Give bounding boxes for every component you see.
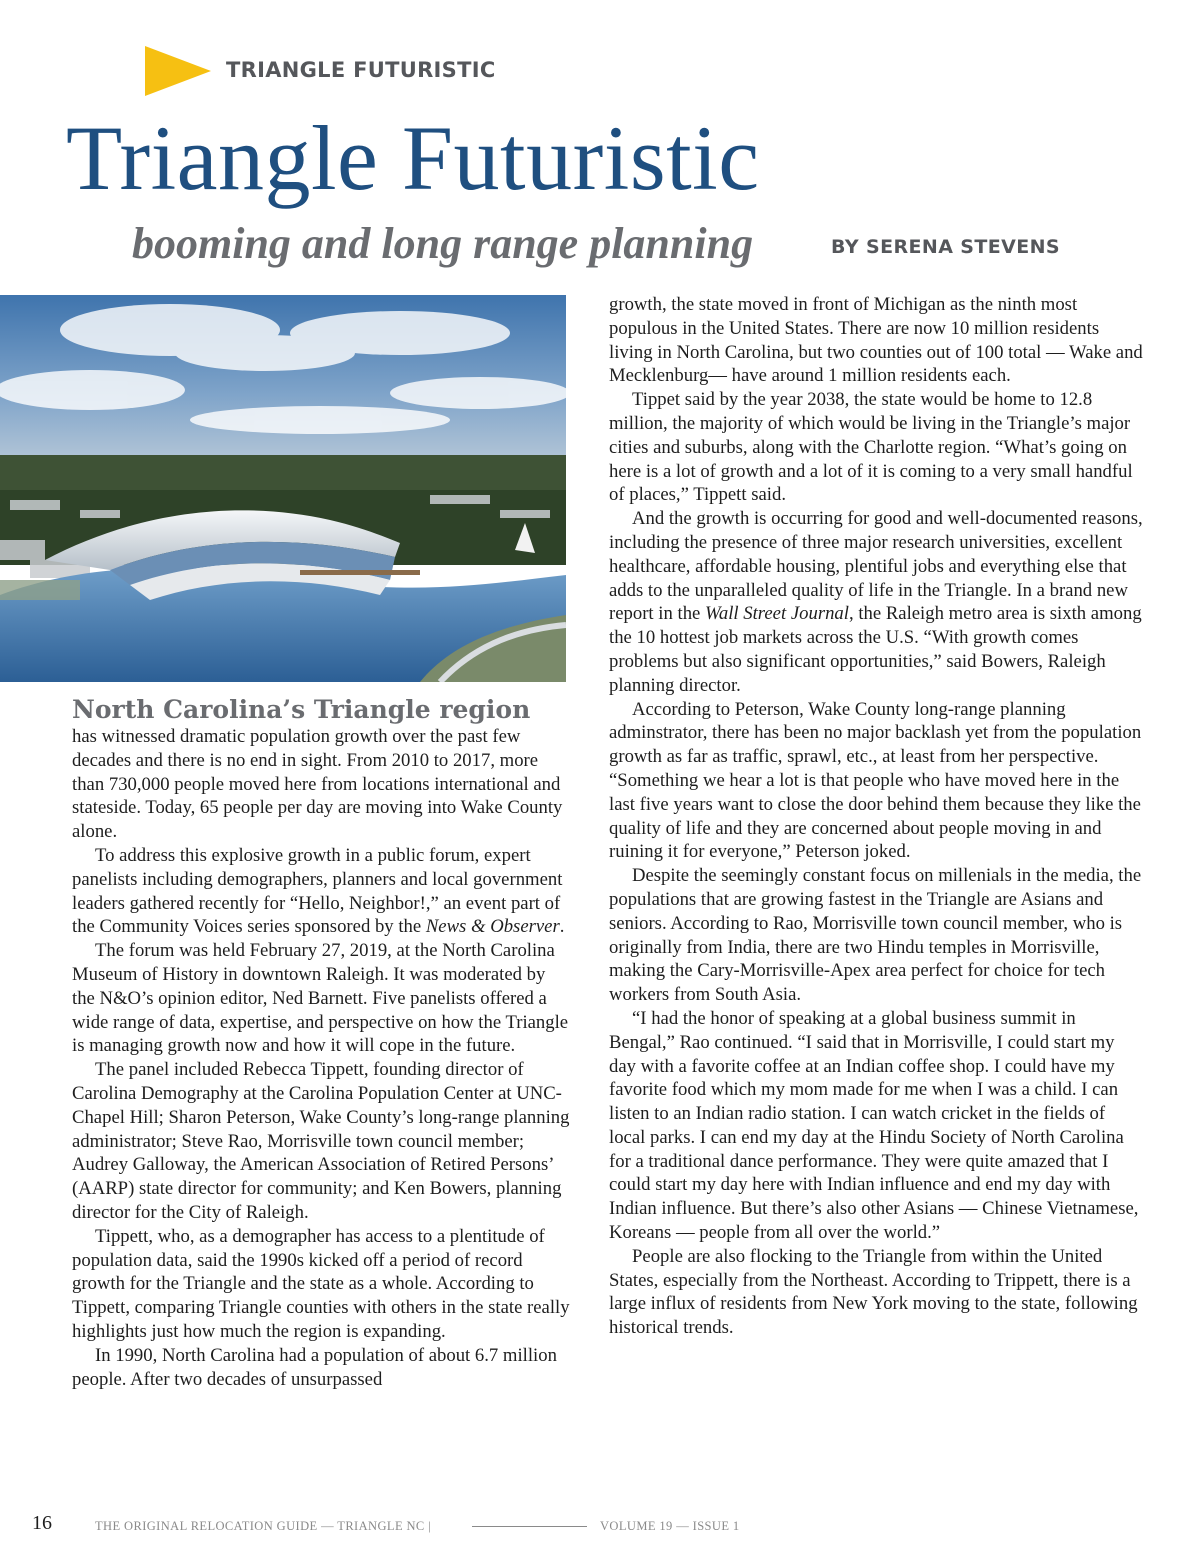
pier [300, 570, 420, 575]
byline: BY SERENA STEVENS [831, 236, 1061, 258]
page-footer [0, 1510, 1200, 1540]
paragraph: Tippet said by the year 2038, the state would be home to 12.8 million, the majority of which would be living in the Triangle’s major cities and suburbs, along with the Charlotte region. “What’s going on here is a lot of growth and a lot of it is coming to a very small handful of places,” Tippett said. [609, 389, 1133, 506]
article-column-left [72, 695, 572, 1391]
paragraph: growth, the state moved in front of Michigan as the ninth most populous in the United States. There are now 10 million residents living in North Carolina, but two counties out of 100 total — Wake and Mecklenburg— have around 1 million residents each. [609, 294, 1143, 387]
paragraph: “I had the honor of speaking at a global business summit in Bengal,” Rao continued. “I said that in Morrisville, I could start my day with a favorite coffee at an Indian coffee shop. I could have my favorite food which my mom made for me when I was a child. I can listen to an Indian radio station. I can watch cricket in the fields of local parks. I can end my day at the Hindu Society of North Carolina for a traditional dance performance. They were quite amazed that I could start my day here with Indian influence and end my day with Indian influence. But there’s also other Asians — Chinese Vietnamese, Koreans — people from all over the world.” [609, 1007, 1139, 1244]
architectural-rendering-image [0, 295, 566, 682]
paragraph: Despite the seemingly constant focus on millenials in the media, the populations that are growing fastest in the Triangle are Asians and seniors. According to Rao, Morrisville town council member, who is originally from India, there are two Hindu temples in Morrisville, making the Cary-Morrisville-Apex area perfect for choice for tech workers from South Asia. [609, 865, 1142, 1006]
paragraph: Tippett, who, as a demographer has access to a plentitude of population data, said the 1990s kicked off a period of record growth for the Triangle and the state as a whole. According to Tippett, comparing Triangle counties with others in the state really highlights just how much the region is expanding. [72, 1225, 570, 1342]
paragraph: The panel included Rebecca Tippett, founding director of Carolina Demography at the Carolina Population Center at UNC-Chapel Hill; Sharon Peterson, Wake County’s long-range planning administrator; Steve Rao, Morrisville town council member; Audrey Galloway, the American Association of Retired Persons’ (AARP) state director for community; and Ken Bowers, planning director for the City of Raleigh. [72, 1059, 570, 1223]
subtitle: booming and long range planning [132, 219, 754, 268]
publication-name: News & Observer [425, 916, 560, 938]
paragraph: has witnessed dramatic population growth over the past few decades and there is no end in sight. From 2010 to 2017, more than 730,000 people moved here from locations international and stateside. Today, 65 people per day are moving into Wake County alone. [72, 726, 563, 843]
section-flag-icon [145, 46, 211, 96]
left-plaza [0, 580, 80, 600]
page-number: 16 [32, 1512, 52, 1534]
section-label: TRIANGLE FUTURISTIC [226, 58, 496, 82]
volume-issue: VOLUME 19 — ISSUE 1 [600, 1519, 740, 1533]
page-title: Triangle Futuristic [66, 107, 760, 209]
paragraph: And the growth is occurring for good and well-documented reasons, including the presence of three major research universities, excellent healthcare, affordable housing, plentiful jobs and everything else that adds to the unparalleled quality of life in the Triangle. In a brand new report in the Wall Street Journal, the Raleigh metro area is sixth among the 10 hottest job markets across the U.S. “With growth comes problems but also significant opportunities,” said Bowers, Raleigh planning director. [609, 508, 1143, 696]
paragraph: People are also flocking to the Triangle from within the United States, especially from the Northeast. According to Trippett, there is a large influx of residents from New York moving to the state, following historical trends. [609, 1245, 1138, 1339]
footer-divider [472, 1526, 587, 1527]
article-column-right [609, 293, 1144, 1340]
paragraph: In 1990, North Carolina had a population of about 6.7 million people. After two decades of unsurpassed [72, 1344, 557, 1390]
paragraph: The forum was held February 27, 2019, at the North Carolina Museum of History in downtown Raleigh. It was moderated by the N&O’s opinion editor, Ned Barnett. Five panelists offered a wide range of data, expertise, and perspective on how the Triangle is managing growth now and how it will cope in the future. [72, 940, 569, 1057]
publication-name: Wall Street Journal [705, 603, 849, 625]
lead-in: North Carolina’s Triangle region [72, 695, 531, 724]
publication-title: THE ORIGINAL RELOCATION GUIDE — TRIANGLE NC | [95, 1519, 432, 1533]
paragraph: To address this explosive growth in a public forum, expert panelists including demographers, planners and local government leaders gathered recently for “Hello, Neighbor!,” an event part of the Community Voices series sponsored by the News & Observer. [72, 844, 565, 938]
paragraph: According to Peterson, Wake County long-range planning adminstrator, there has been no major backlash yet from the population growth as far as traffic, sprawl, etc., at least from her perspective. “Something we hear a lot is that people who have moved here in the last five years want to close the door behind them because they like the quality of life and they are concerned about people moving in and ruining it for everyone,” Peterson joked. [609, 698, 1142, 863]
